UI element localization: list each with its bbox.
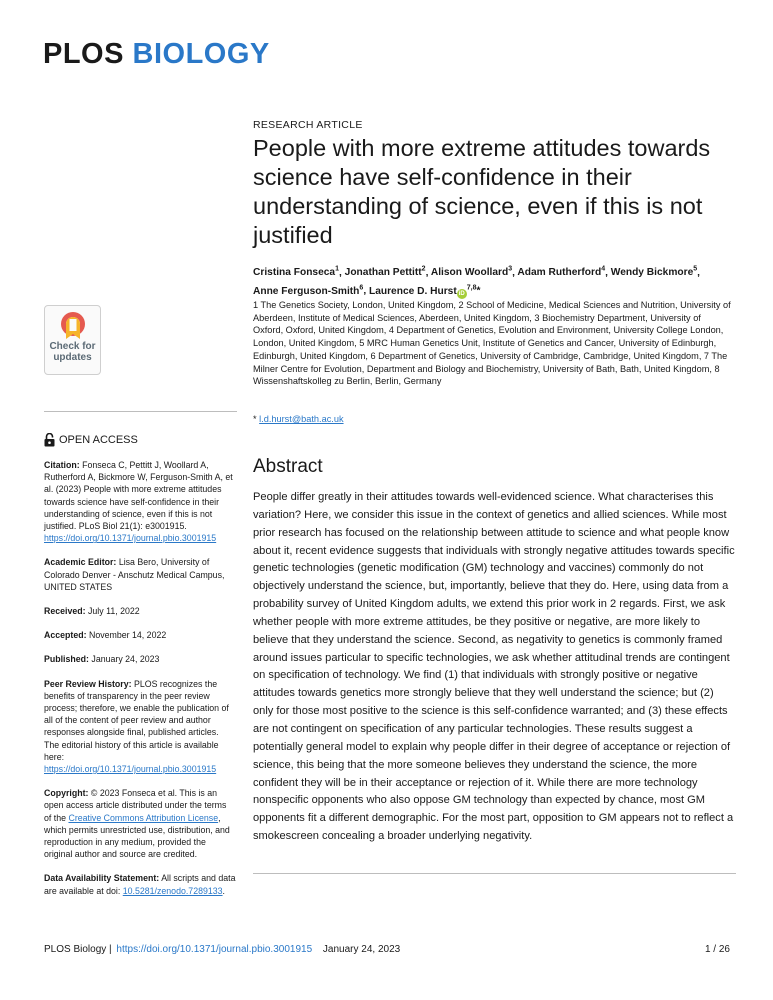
zenodo-link[interactable]: 10.5281/zenodo.7289133: [122, 885, 223, 896]
abstract-divider: [253, 873, 736, 874]
accepted-label: Accepted:: [44, 630, 87, 641]
published-block: [44, 653, 236, 665]
open-lock-icon: [44, 433, 55, 447]
accepted-block: [44, 629, 236, 641]
author-name-text: Adam Rutherford: [517, 267, 602, 279]
affiliation-superscript: 6: [359, 284, 364, 292]
author-name-text: Wendy Bickmore: [610, 267, 694, 279]
sidebar-divider: [44, 411, 237, 412]
page-number: 1 / 26: [704, 944, 730, 955]
corresponding-mark: *: [253, 414, 257, 424]
copyright-label: Copyright:: [44, 788, 89, 799]
data-availability-text: All scripts and data are available at doi:: [44, 873, 236, 896]
author-name-text: Cristina Fonseca: [253, 267, 336, 279]
author-name: [369, 286, 476, 297]
affiliation-superscript: 5: [693, 266, 698, 273]
peer-review-label: Peer Review History:: [44, 678, 132, 689]
check-for-updates-line1: Check for: [49, 341, 96, 352]
academic-editor-text: Lisa Bero, University of Colorado Denver - Anschutz Medical Campus, UNITED STATES: [44, 557, 225, 592]
affiliations: 1 The Genetics Society, London, United Kingdom, 2 School of Medicine, Medical Sciences and Nutrition, University of Aberdeen, Institute of Medical Sciences, Aberdeen, United Kingdom, 3 Biochemistry Department, University of Oxford, Oxford, United Kingdom, 4 Department of Genetics, Evolution and Environment, University College London, London, United Kingdom, 5 MRC Human Genetics Unit, Institute of Genetics and Cancer, University of Edinburgh, Edinburgh, United Kingdom, 6 Department of Genetics, University of Cambridge, Cambridge, United Kingdom, 7 The Milner Centre for Evolution, Department and Biology and Biochemistry, University of Bath, Bath, United Kingdom, 8 Wissenshaftskolleg zu Berlin, Berlin, Germany: [253, 300, 731, 387]
copyright-text-end: , which permits unrestricted use, distribution, and reproduction in any medium, provided the original author and source are credited.: [44, 812, 230, 860]
open-access-text: OPEN ACCESS: [59, 434, 138, 446]
corresponding-email-link[interactable]: l.d.hurst@bath.ac.uk: [259, 414, 344, 424]
received-date: July 11, 2022: [88, 606, 140, 617]
footer-date: January 24, 2023: [322, 944, 401, 955]
article-metadata-sidebar: [44, 459, 236, 909]
abstract-text: People differ greatly in their attitudes towards well-evidenced science. What characterises this variation? Here, we consider this issue in the context of genetics and allied sciences. While most prior research has focused on the relationship between attitude to science and what people know about it, recent evidence suggests that individuals with strongly negative attitudes towards specific genetic technologies (genetic modification (GM) technology and vaccines) commonly do not objectively understand the science, but, importantly, believe that they do. Here, using data from a probability survey of United Kingdom adults, we extend this prior work in 2 regards. First, we ask whether people with more extreme attitudes, be they positive or negative, are more likely to believe that they understand the science. Second, as negativity to genetics is commonly framed around issues particular to specific technologies, we ask whether attitudinal trends are contingent on specification of technology. We find (1) that individuals with strongly positive or negative attitudes towards genetics more strongly believe that they well understand the science; but (2) only for those most positive to the science is this self-confidence warranted; and (3) these effects are not contingent on specification of any particular technologies. These results suggest a potentially general model to explain why people differ in their degree of acceptance or rejection of science, this being that the more someone believes they understand the science, the more confident they will be in their acceptance or rejection of it. While there are more technology nonspecific opponents who also oppose GM technology than expected by chance, most GM opponents fit a different demographic. For the most part, opposition to GM appears not to reflect a smokescreen concealing a broader underlying negativity.: [253, 491, 735, 843]
citation-block: [44, 459, 236, 544]
academic-editor-block: [44, 556, 236, 593]
article-type: RESEARCH ARTICLE: [253, 119, 363, 131]
author-name-text: Jonathan Pettitt: [344, 267, 422, 279]
license-link[interactable]: Creative Commons Attribution License: [68, 812, 219, 823]
author-name: [611, 267, 697, 278]
author-name-text: Anne Ferguson-Smith: [253, 285, 360, 297]
affiliation-superscript: 7,8: [466, 284, 477, 292]
received-label: Received:: [44, 606, 86, 617]
received-block: [44, 605, 236, 617]
author-name-text: Laurence D. Hurst: [368, 285, 457, 297]
author-list: Cristina Fonseca$^1$, Jonathan Pettitt$^2$, Alison Woollard$^3$, Adam Rutherford$^4$, Wendy Bickmore$^5$, Anne Ferguson-Smith$^6$, Laurence D. Hurst iD$^{7,8}$*: [253, 266, 700, 297]
affiliation-superscript: 4: [601, 266, 606, 273]
copyright-text: © 2023 Fonseca et al. This is an open access article distributed under the terms of the: [44, 788, 227, 823]
data-availability-label: Data Availability Statement:: [44, 873, 160, 884]
article-title: People with more extreme attitudes towards science have self-confidence in their understanding of science, even if this is not justified: [253, 135, 711, 248]
page-footer: [44, 944, 730, 955]
affiliation-superscript: 3: [508, 266, 513, 273]
published-date: January 24, 2023: [91, 654, 160, 665]
affiliation-superscript: 2: [421, 266, 426, 273]
bookmark-ribbon-icon: [60, 311, 86, 341]
check-for-updates-line2: updates: [53, 352, 92, 363]
published-label: Published:: [44, 654, 89, 665]
author-name-text: Alison Woollard: [430, 267, 509, 279]
check-for-updates-badge[interactable]: [44, 305, 101, 375]
author-name: [253, 267, 339, 278]
corresponding-author: [253, 414, 344, 424]
orcid-icon[interactable]: iD: [458, 290, 465, 297]
copyright-block: [44, 787, 236, 860]
citation-text: Fonseca C, Pettitt J, Woollard A, Rutherford A, Bickmore W, Ferguson-Smith A, et al. (2023) People with more extreme attitudes towards science have self-confidence in their understanding of science, even if this is not justified. PLoS Biol 21(1): e3001915.: [44, 460, 233, 532]
abstract-heading: Abstract: [253, 456, 323, 477]
corresponding-author-mark: *: [476, 285, 481, 297]
peer-review-block: [44, 678, 236, 776]
data-availability-end: .: [222, 885, 225, 896]
author-name: [253, 286, 363, 297]
logo-plos: PLOS: [43, 38, 124, 70]
author-name: [517, 267, 605, 278]
citation-label: Citation:: [44, 460, 80, 470]
author-name: [345, 267, 426, 278]
footer-doi-link[interactable]: https://doi.org/10.1371/journal.pbio.3001915: [116, 944, 313, 955]
peer-review-link[interactable]: https://doi.org/10.1371/journal.pbio.3001915: [44, 764, 217, 775]
accepted-date: November 14, 2022: [88, 630, 167, 641]
journal-logo[interactable]: [43, 38, 270, 71]
logo-biology: BIOLOGY: [132, 38, 270, 70]
data-availability-block: [44, 872, 236, 896]
author-name: [431, 267, 512, 278]
affiliation-superscript: 1: [335, 266, 339, 273]
footer-journal: PLOS Biology |: [44, 944, 112, 955]
peer-review-text: PLOS recognizes the benefits of transparency in the peer review process; therefore, we enable the publication of all of the content of peer review and author responses alongside final, published articles. The editorial history of this article is available here:: [44, 678, 229, 762]
open-access-label: [44, 432, 138, 448]
citation-doi-link[interactable]: https://doi.org/10.1371/journal.pbio.3001915: [44, 533, 217, 544]
academic-editor-label: Academic Editor:: [44, 557, 117, 568]
